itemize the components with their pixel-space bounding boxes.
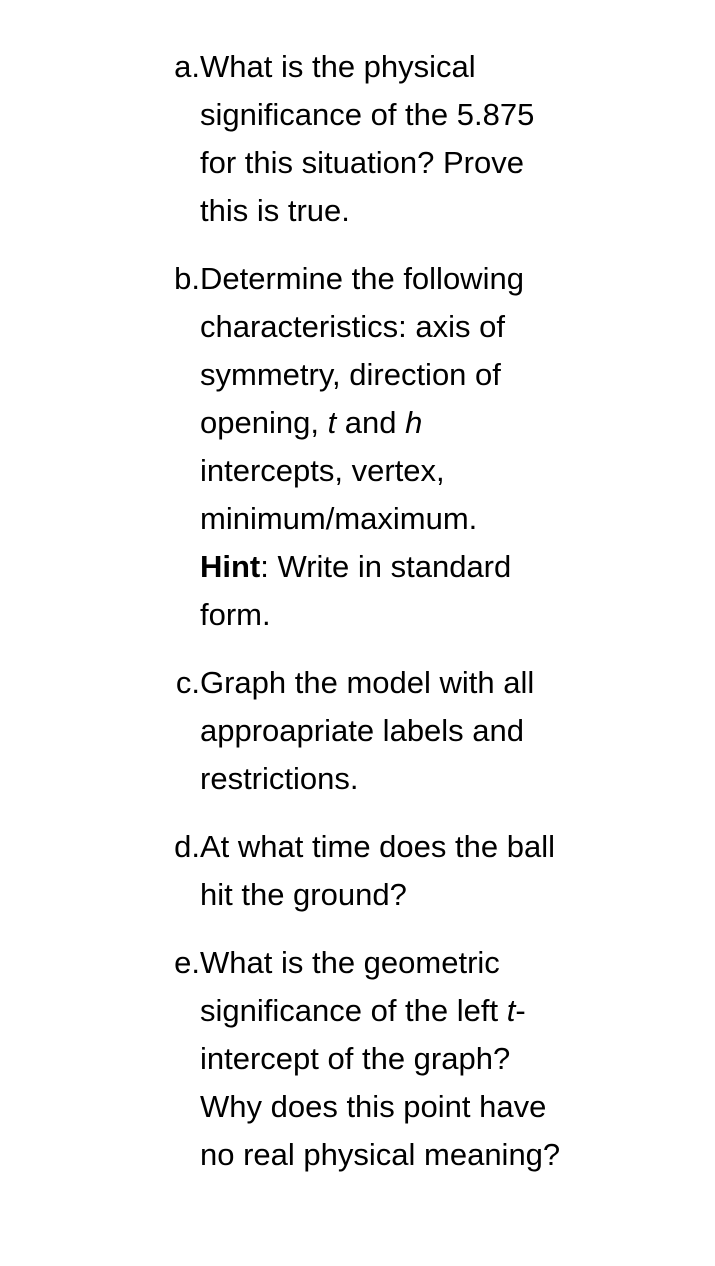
question-text [200,261,524,632]
question-item-c [150,659,580,803]
question-text: Graph the model with all approapriate labels and restrictions. [200,665,535,796]
question-text-part: Determine the following characteristics: axis of symmetry, direction of opening, [200,261,524,440]
item-marker: c. [175,665,200,700]
item-marker: d. [174,829,200,864]
item-marker: e. [174,945,200,980]
item-text-wrapper [200,43,570,235]
question-text: What is the physical significance of the 5.875 for this situation? Prove this is true. [200,49,535,228]
question-item-d [150,823,580,919]
hint-text: : Write in standard form. [200,549,512,632]
question-text-part: and [336,405,406,440]
question-text-part: What is the geometric significance of the left [200,945,507,1028]
item-marker: a. [174,49,200,84]
question-item-a [150,43,580,235]
item-text-wrapper [200,659,570,803]
question-item-b [150,255,580,639]
variable-t: t [506,993,516,1028]
item-marker: b. [174,261,200,296]
hint-label: Hint [200,549,261,584]
variable-h: h [405,405,423,440]
question-list [150,43,580,1199]
variable-t: t [327,405,337,440]
question-item-e [150,939,580,1179]
question-text-part: intercepts, vertex, minimum/maximum. [200,453,478,536]
item-text-wrapper [200,255,570,639]
question-text-part: -intercept of the graph? Why does this point have no real physical meaning? [200,993,561,1172]
item-text-wrapper [200,939,570,1179]
question-text [200,945,560,1172]
question-text: At what time does the ball hit the ground? [200,829,555,912]
item-text-wrapper [200,823,570,919]
